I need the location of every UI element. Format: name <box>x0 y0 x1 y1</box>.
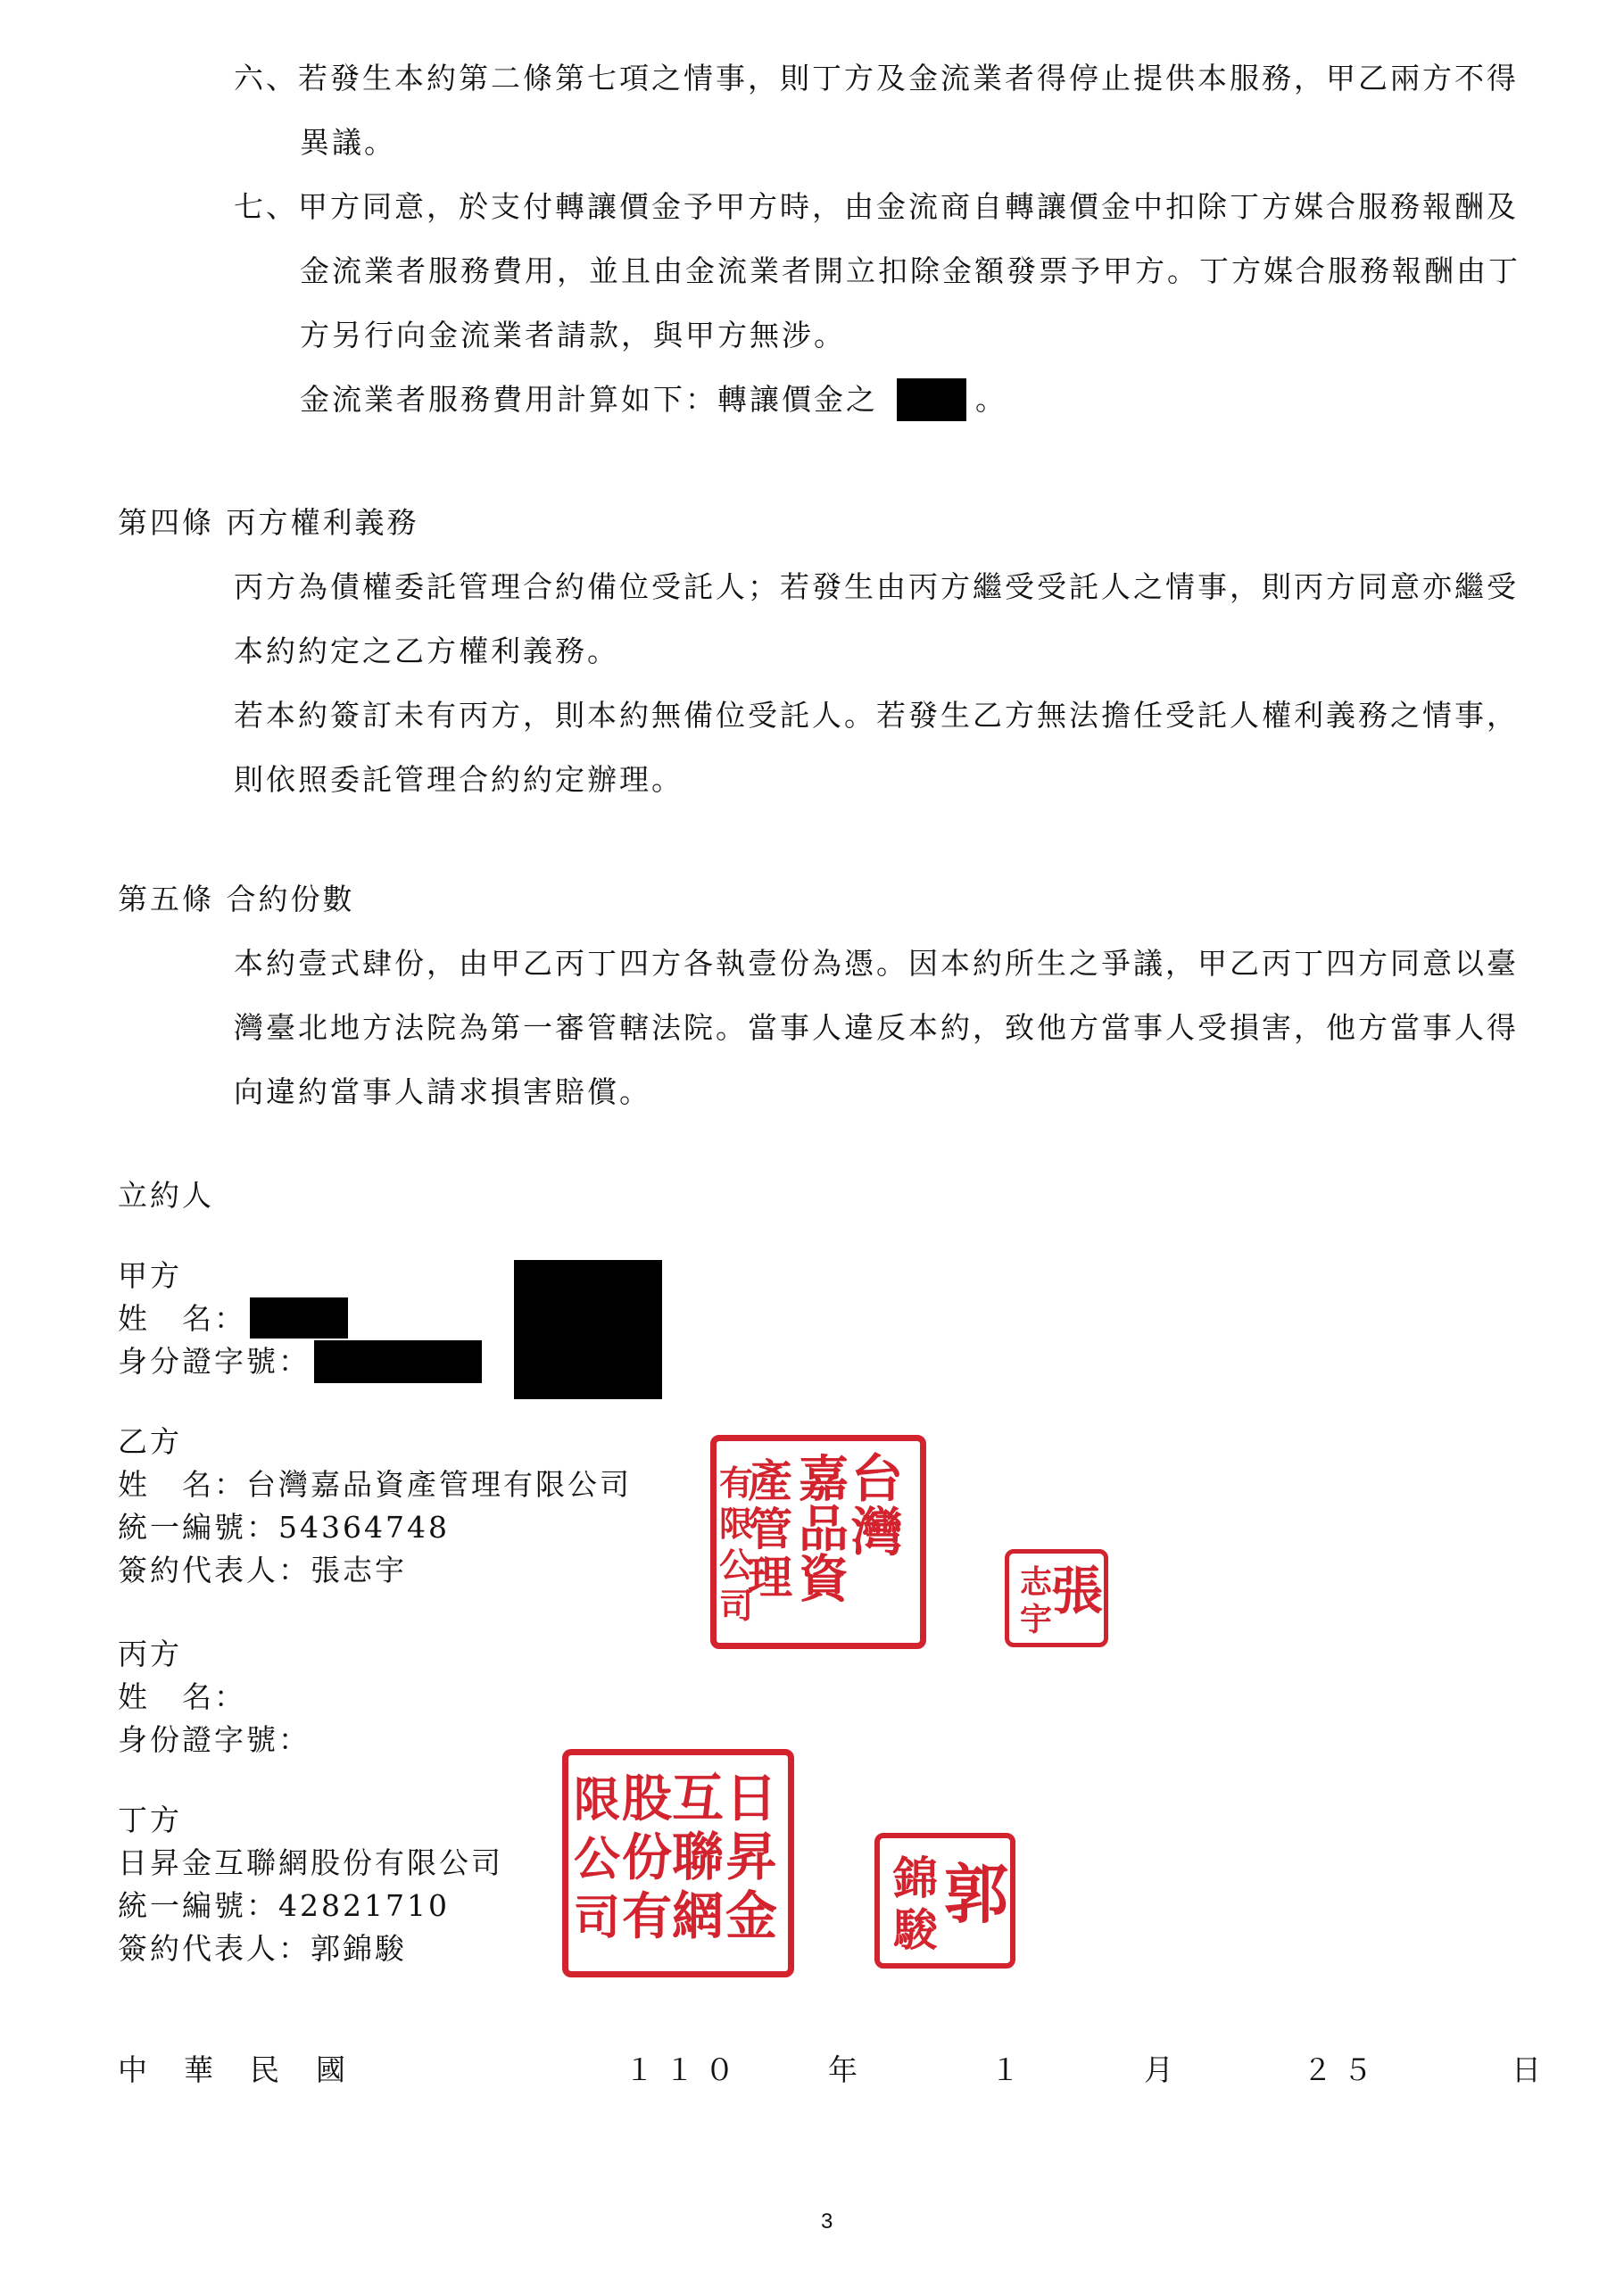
svg-text:公: 公 <box>718 1545 754 1585</box>
party-c-label: 丙方 <box>118 1637 182 1671</box>
svg-text:司: 司 <box>718 1586 754 1626</box>
svg-text:產: 產 <box>748 1455 792 1507</box>
party-b-tax-id: 統一編號：54364748 <box>118 1510 450 1545</box>
item-6-line-1: 六、若發生本約第二條第七項之情事，則丁方及金流業者得停止提供本服務，甲乙兩方不得 <box>234 61 1519 95</box>
date-year: １１０ <box>625 2052 745 2087</box>
article-5-line-1: 本約壹式肆份，由甲乙丙丁四方各執壹份為憑。因本約所生之爭議，甲乙丙丁四方同意以臺 <box>234 946 1519 981</box>
svg-text:品: 品 <box>799 1500 849 1559</box>
party-d-tax-id: 統一編號：42821710 <box>118 1888 450 1923</box>
svg-text:宇: 宇 <box>1019 1601 1053 1638</box>
date-day: ２５ <box>1303 2052 1383 2087</box>
signatories-title: 立約人 <box>118 1178 214 1213</box>
article-4-p2-line-2: 則依照委託管理合約約定辦理。 <box>234 762 684 797</box>
svg-text:網: 網 <box>671 1886 725 1946</box>
party-b-name: 姓 名：台灣嘉品資產管理有限公司 <box>118 1467 632 1502</box>
party-c-id-label: 身份證字號： <box>118 1722 311 1757</box>
party-a-name-label: 姓 名： <box>118 1301 246 1336</box>
svg-text:理: 理 <box>748 1551 792 1604</box>
party-a-name-redaction <box>250 1297 348 1339</box>
party-d-representative: 簽約代表人：郭錦駿 <box>118 1931 407 1966</box>
article-4-p1-line-2: 本約約定之乙方權利義務。 <box>234 634 619 668</box>
item-7-line-1: 七、甲方同意，於支付轉讓價金予甲方時，由金流商自轉讓價金中扣除丁方媒合服務報酬及 <box>234 189 1519 224</box>
svg-text:灣: 灣 <box>850 1502 904 1562</box>
date-year-unit: 年 <box>828 2052 858 2087</box>
party-b-company-seal <box>710 1435 926 1649</box>
svg-text:限: 限 <box>573 1773 621 1828</box>
article-4-heading: 第四條 丙方權利義務 <box>118 505 419 540</box>
svg-text:互: 互 <box>671 1768 725 1828</box>
item-7-line-3: 方另行向金流業者請款，與甲方無涉。 <box>300 318 846 352</box>
party-a-label: 甲方 <box>118 1258 182 1293</box>
party-d-company: 日昇金互聯網股份有限公司 <box>118 1845 503 1880</box>
party-b-representative-seal <box>1005 1549 1108 1647</box>
party-d-company-seal <box>562 1749 794 1977</box>
party-a-id-redaction <box>314 1340 482 1383</box>
date-era-char-4: 國 <box>316 2052 345 2087</box>
article-4-p2-line-1: 若本約簽訂未有丙方，則本約無備位受託人。若發生乙方無法擔任受託人權利義務之情事， <box>234 698 1519 733</box>
party-d-label: 丁方 <box>118 1803 182 1837</box>
svg-text:限: 限 <box>718 1504 754 1544</box>
article-5-line-2: 灣臺北地方法院為第一審管轄法院。當事人違反本約，致他方當事人受損害，他方當事人得 <box>234 1010 1519 1045</box>
party-d-representative-seal <box>874 1833 1015 1969</box>
svg-text:股: 股 <box>622 1770 672 1828</box>
svg-text:有: 有 <box>622 1887 672 1946</box>
svg-text:管: 管 <box>748 1503 792 1555</box>
date-era-char-3: 民 <box>250 2052 279 2087</box>
svg-text:資: 資 <box>799 1550 849 1609</box>
article-5-heading: 第五條 合約份數 <box>118 882 355 916</box>
party-a-id-label: 身分證字號： <box>118 1344 311 1379</box>
date-era-char-1: 中 <box>118 2052 147 2087</box>
svg-text:嘉: 嘉 <box>799 1450 849 1509</box>
party-b-label: 乙方 <box>118 1424 182 1459</box>
item-6-line-2: 異議。 <box>300 125 396 160</box>
article-4-p1-line-1: 丙方為債權委託管理合約備位受託人；若發生由丙方繼受受託人之情事，則丙方同意亦繼受 <box>234 569 1519 604</box>
svg-text:日: 日 <box>725 1768 778 1828</box>
date-month-unit: 月 <box>1144 2052 1173 2087</box>
party-b-representative: 簽約代表人：張志宇 <box>118 1553 407 1587</box>
fee-line-prefix: 金流業者服務費用計算如下：轉讓價金之 <box>300 382 878 417</box>
party-c-name-label: 姓 名： <box>118 1679 246 1714</box>
svg-text:郭: 郭 <box>943 1856 1009 1932</box>
svg-text:司: 司 <box>573 1891 621 1945</box>
svg-text:駿: 駿 <box>893 1903 938 1956</box>
svg-text:有: 有 <box>718 1463 754 1503</box>
svg-text:聯: 聯 <box>671 1827 725 1887</box>
svg-text:金: 金 <box>725 1886 778 1946</box>
svg-text:台: 台 <box>850 1448 904 1509</box>
fee-rate-redaction <box>897 378 966 421</box>
date-day-unit: 日 <box>1512 2052 1541 2087</box>
svg-text:公: 公 <box>573 1832 621 1886</box>
svg-text:份: 份 <box>622 1828 672 1887</box>
date-era-char-2: 華 <box>184 2052 213 2087</box>
svg-text:昇: 昇 <box>725 1827 778 1887</box>
date-month: １ <box>990 2052 1020 2087</box>
svg-text:錦: 錦 <box>893 1852 938 1904</box>
item-7-line-2: 金流業者服務費用，並且由金流業者開立扣除金額發票予甲方。丁方媒合服務報酬由丁 <box>300 253 1520 288</box>
party-a-seal-redaction <box>514 1260 662 1399</box>
fee-line-suffix: 。 <box>975 382 1007 417</box>
svg-text:志: 志 <box>1019 1563 1053 1601</box>
article-5-line-3: 向違約當事人請求損害賠償。 <box>234 1074 651 1109</box>
svg-text:張: 張 <box>1050 1561 1104 1621</box>
page-number: 3 <box>821 2209 833 2234</box>
